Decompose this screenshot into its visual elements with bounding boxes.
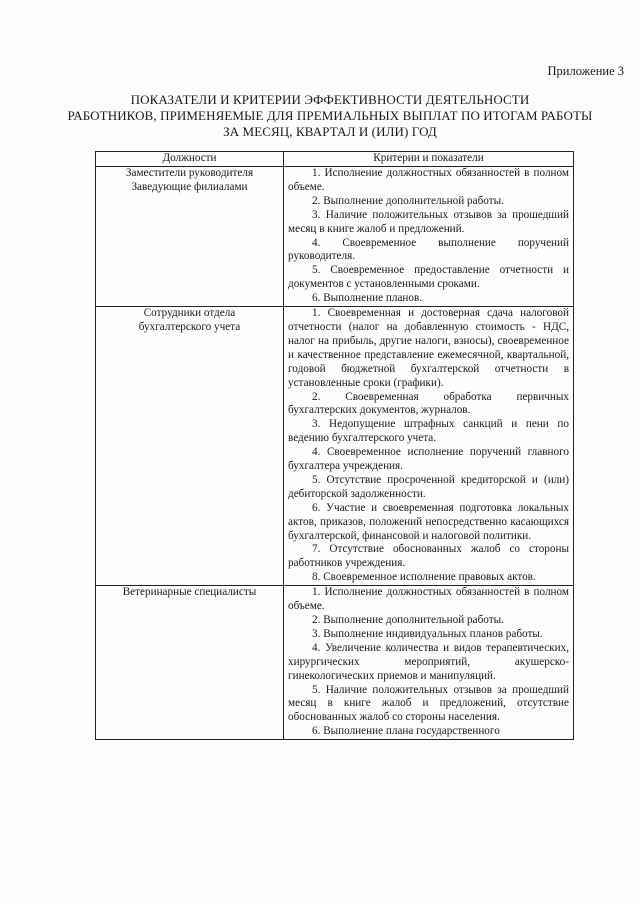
criteria-cell: [284, 307, 574, 586]
criteria-item: 5. Наличие положительных отзывов за прошедший месяц в книге жалоб и предложений, отсутствие обоснованных жалоб со стороны населения.: [288, 683, 569, 724]
criteria-item: 4. Своевременное выполнение поручений руководителя.: [288, 236, 569, 263]
criteria-item: 3. Недопущение штрафных санкций и пени по ведению бухгалтерского учета.: [288, 418, 569, 445]
criteria-item: 1. Своевременная и достоверная сдача налоговой отчетности (налог на добавленную стоимость - НДС, налог на прибыль, другие налоги, взносы), своевременное и качественное представление ежемесячной, квартальной, годовой бюджетной бухгалтерской отчетности в установленные сроки (графики).: [288, 307, 569, 389]
document-title: [60, 92, 600, 140]
title-line: РАБОТНИКОВ, ПРИМЕНЯЕМЫЕ ДЛЯ ПРЕМИАЛЬНЫХ ВЫПЛАТ ПО ИТОГАМ РАБОТЫ: [67, 108, 593, 123]
criteria-item: 6. Выполнение планов.: [312, 292, 423, 305]
criteria-item: 2. Своевременная обработка первичных бухгалтерских документов, журналов.: [288, 390, 569, 417]
criteria-item: 4. Увеличение количества и видов терапевтических, хирургических мероприятий, акушерско-гинекологических приемов и манипуляций.: [288, 641, 569, 682]
criteria-item: 6. Выполнение плана государственного: [312, 725, 500, 738]
header-criteria: Критерии и показатели: [284, 152, 574, 167]
table-row: [96, 307, 574, 586]
table-header-row: [96, 152, 574, 167]
position-line: Заместители руководителя: [125, 167, 254, 179]
position-cell: [96, 586, 284, 740]
header-positions: Должности: [96, 152, 284, 167]
criteria-item: 8. Своевременное исполнение правовых актов.: [312, 571, 536, 584]
position-line: Сотрудники отдела: [143, 307, 236, 320]
criteria-cell: [284, 167, 574, 307]
criteria-item: 1. Исполнение должностных обязанностей в полном объеме.: [288, 167, 569, 193]
criteria-item: 7. Отсутствие обоснованных жалоб со стороны работников учреждения.: [288, 543, 569, 570]
criteria-cell: [284, 586, 574, 740]
table-row: [96, 586, 574, 740]
position-cell: [96, 307, 284, 586]
title-line: ЗА МЕСЯЦ, КВАРТАЛ И (ИЛИ) ГОД: [223, 124, 437, 139]
title-line: ПОКАЗАТЕЛИ И КРИТЕРИИ ЭФФЕКТИВНОСТИ ДЕЯТЕЛЬНОСТИ: [130, 92, 530, 107]
criteria-item: 5. Своевременное предоставление отчетности и документов с установленными сроками.: [288, 264, 569, 291]
criteria-table: [95, 151, 574, 740]
position-line: Ветеринарные специалисты: [122, 586, 257, 599]
criteria-item: 6. Участие и своевременная подготовка локальных актов, приказов, положений непосредственно касающихся бухгалтерской, финансовой и налоговой политики.: [288, 501, 569, 542]
position-line: бухгалтерского учета: [138, 320, 241, 333]
position-line: Заведующие филиалами: [131, 180, 248, 193]
criteria-item: 5. Отсутствие просроченной кредиторской и (или) дебиторской задолженности.: [288, 473, 569, 500]
criteria-item: 1. Исполнение должностных обязанностей в полном объеме.: [288, 586, 569, 613]
table-row: [96, 167, 574, 307]
appendix-label: Приложение 3: [547, 64, 624, 78]
criteria-item: 3. Выполнение индивидуальных планов работы.: [312, 627, 543, 640]
position-cell: [96, 167, 284, 307]
criteria-item: 2. Выполнение дополнительной работы.: [312, 614, 504, 626]
criteria-item: 4. Своевременное исполнение поручений главного бухгалтера учреждения.: [288, 446, 569, 473]
criteria-item: 2. Выполнение дополнительной работы.: [312, 194, 504, 207]
criteria-item: 3. Наличие положительных отзывов за прошедший месяц в книге жалоб и предложений.: [288, 208, 569, 235]
